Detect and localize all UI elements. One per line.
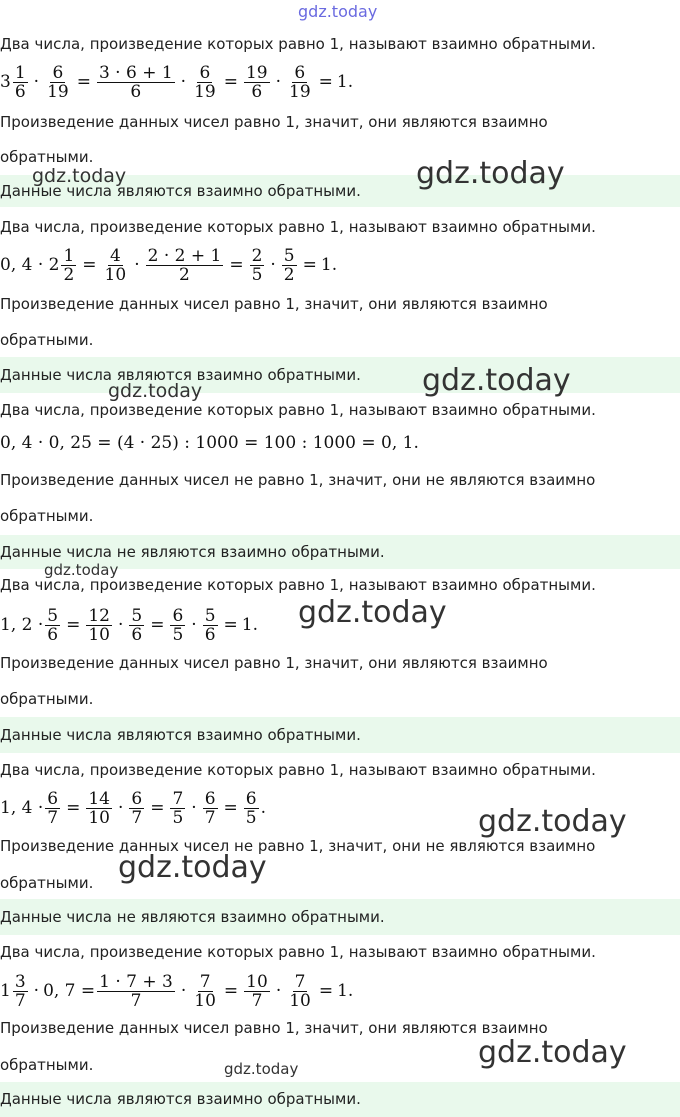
product-text: Произведение данных чисел равно 1, значит, они являются взаимно xyxy=(0,1019,548,1037)
product-text-cont: обратными. xyxy=(0,331,94,349)
fraction: $\frac{2}{5}$ xyxy=(251,245,263,285)
intro-text: Два числа, произведение которых равно 1, называют взаимно обратными. xyxy=(0,761,596,779)
conclusion-banner: Данные числа являются взаимно обратными. xyxy=(0,175,680,207)
watermark: gdz.today xyxy=(298,595,447,630)
fraction: $\frac{5}{6}$ xyxy=(47,605,59,645)
fraction: $\frac{1 \cdot 7 + 3}{7}$ xyxy=(99,971,173,1011)
watermark: gdz.today xyxy=(478,804,627,839)
watermark: gdz.today xyxy=(422,363,571,398)
intro-text: Два числа, произведение которых равно 1, называют взаимно обратными. xyxy=(0,35,596,53)
fraction: $\frac{5}{2}$ xyxy=(283,245,295,285)
result: 1. xyxy=(337,981,354,1001)
product-text: Произведение данных чисел равно 1, значит, они являются взаимно xyxy=(0,113,548,131)
watermark: gdz.today xyxy=(108,380,203,402)
fraction: $\frac{1}{6}$ xyxy=(14,62,26,102)
result: 1. xyxy=(241,615,258,635)
fraction: $\frac{19}{6}$ xyxy=(245,62,268,102)
result: 1. xyxy=(336,72,354,92)
whole-part: 0, 4 · 2 xyxy=(0,255,60,275)
product-text: Произведение данных чисел не равно 1, значит, они не являются взаимно xyxy=(0,471,596,489)
conclusion-banner: Данные числа не являются взаимно обратными. xyxy=(0,535,680,569)
equation: 0, 4 · 2 $\frac{1}{2}$ = $\frac{4}{10}$ · $\frac{2 \cdot 2 + 1}{2}$ = $\frac{2}{5}$ · $\frac{5}{2}$ = 1. xyxy=(0,245,338,285)
watermark: gdz.today xyxy=(416,156,565,191)
intro-text: Два числа, произведение которых равно 1, называют взаимно обратными. xyxy=(0,943,596,961)
product-text: Произведение данных чисел равно 1, значит, они являются взаимно xyxy=(0,654,548,672)
conclusion-banner: Данные числа являются взаимно обратными. xyxy=(0,717,680,753)
fraction: $\frac{12}{10}$ xyxy=(88,605,110,645)
fraction: $\frac{6}{7}$ xyxy=(204,788,216,828)
product-text-cont: обратными. xyxy=(0,874,94,892)
decimal-factor: 0, 7 = xyxy=(43,981,96,1001)
watermark-top: gdz.today xyxy=(298,2,378,21)
equation: 1 $\frac{3}{7}$ · 0, 7 = $\frac{1 \cdot 7 + 3}{7}$ · $\frac{7}{10}$ = $\frac{10}{7}$ · $\frac{7}{10}$ = 1. xyxy=(0,971,354,1011)
product-text-cont: обратными. xyxy=(0,148,94,166)
fraction: $\frac{6}{5}$ xyxy=(172,605,184,645)
fraction: $\frac{6}{7}$ xyxy=(131,788,143,828)
fraction: $\frac{6}{5}$ xyxy=(245,788,257,828)
whole-part: 1, 4 · xyxy=(0,798,44,818)
product-text-cont: обратными. xyxy=(0,507,94,525)
fraction: $\frac{6}{7}$ xyxy=(47,788,59,828)
fraction: $\frac{7}{10}$ xyxy=(194,971,216,1011)
fraction: $\frac{5}{6}$ xyxy=(131,605,143,645)
intro-text: Два числа, произведение которых равно 1, называют взаимно обратными. xyxy=(0,401,596,419)
fraction: $\frac{6}{19}$ xyxy=(194,62,216,102)
result: 1. xyxy=(320,255,338,275)
product-text: Произведение данных чисел равно 1, значит, они являются взаимно xyxy=(0,295,548,313)
watermark: gdz.today xyxy=(478,1035,627,1070)
fraction: $\frac{4}{10}$ xyxy=(104,245,127,285)
whole-part: 1 xyxy=(0,981,11,1001)
product-text: Произведение данных чисел не равно 1, значит, они не являются взаимно xyxy=(0,837,596,855)
whole-part: 1, 2 · xyxy=(0,615,44,635)
fraction: $\frac{1}{2}$ xyxy=(63,245,75,285)
fraction: $\frac{7}{5}$ xyxy=(172,788,184,828)
intro-text: Два числа, произведение которых равно 1, называют взаимно обратными. xyxy=(0,576,596,594)
whole-part: 3 xyxy=(0,72,11,92)
conclusion-banner: Данные числа являются взаимно обратными. xyxy=(0,1082,680,1117)
equation: 3 $\frac{1}{6}$ · $\frac{6}{19}$ = $\frac{3 \cdot 6 + 1}{6}$ · $\frac{6}{19}$ = $\frac{19}{6}$ · $\frac{6}{19}$ = 1. xyxy=(0,62,354,102)
fraction: $\frac{6}{19}$ xyxy=(289,62,311,102)
product-text-cont: обратными. xyxy=(0,1056,94,1074)
equation: 1, 2 · $\frac{5}{6}$ = $\frac{12}{10}$ · $\frac{5}{6}$ = $\frac{6}{5}$ · $\frac{5}{6}$ = 1. xyxy=(0,605,258,645)
fraction: $\frac{3 \cdot 6 + 1}{6}$ xyxy=(98,62,173,102)
conclusion-banner: Данные числа не являются взаимно обратными. xyxy=(0,899,680,935)
watermark: gdz.today xyxy=(44,561,119,579)
fraction: $\frac{10}{7}$ xyxy=(246,971,268,1011)
fraction: $\frac{6}{19}$ xyxy=(47,62,69,102)
fraction: $\frac{5}{6}$ xyxy=(204,605,216,645)
watermark: gdz.today xyxy=(118,850,267,885)
fraction: $\frac{14}{10}$ xyxy=(88,788,110,828)
watermark: gdz.today xyxy=(224,1060,299,1078)
equation: 0, 4 · 0, 25 = (4 · 25) : 1000 = 100 : 1000 = 0, 1. xyxy=(0,433,419,453)
intro-text: Два числа, произведение которых равно 1, называют взаимно обратными. xyxy=(0,218,596,236)
fraction: $\frac{7}{10}$ xyxy=(289,971,311,1011)
fraction: $\frac{3}{7}$ xyxy=(14,971,26,1011)
watermark: gdz.today xyxy=(32,165,127,187)
product-text-cont: обратными. xyxy=(0,690,94,708)
equation: 1, 4 · $\frac{6}{7}$ = $\frac{14}{10}$ · $\frac{6}{7}$ = $\frac{7}{5}$ · $\frac{6}{7}$ = $\frac{6}{5}$ . xyxy=(0,788,266,828)
conclusion-banner: Данные числа являются взаимно обратными. xyxy=(0,357,680,393)
fraction: $\frac{2 \cdot 2 + 1}{2}$ xyxy=(147,245,222,285)
